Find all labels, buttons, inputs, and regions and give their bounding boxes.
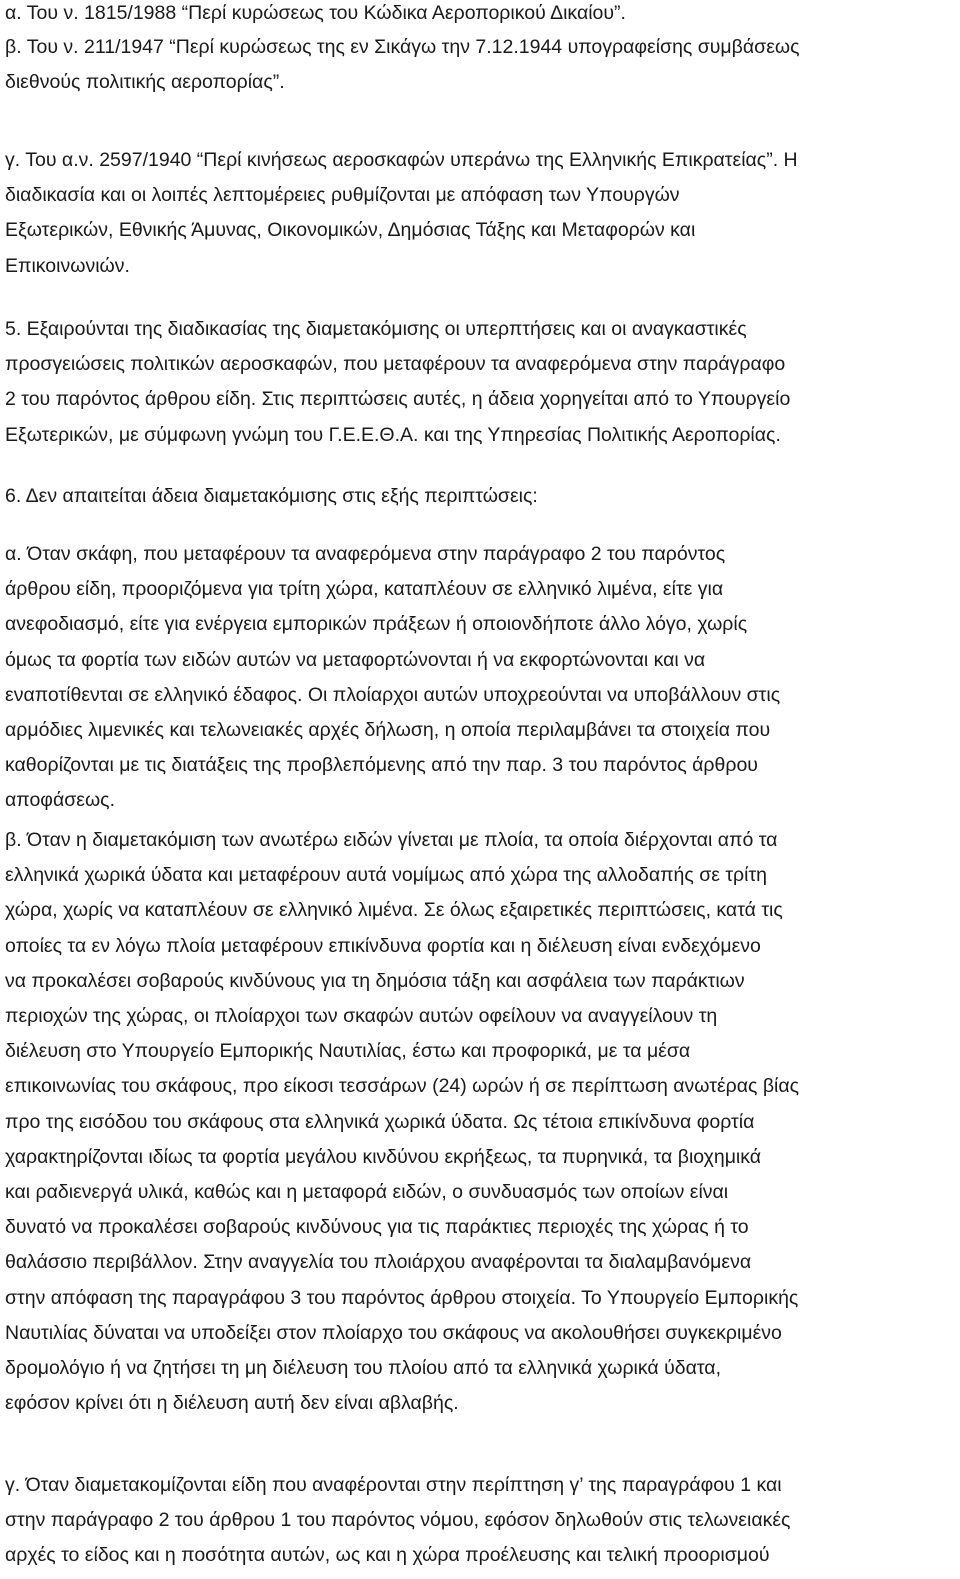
paragraph-case-beta: β. Όταν η διαμετακόμιση των ανωτέρω ειδών γίνεται με πλοία, τα οποία διέρχονται από τα ελληνικά χωρικά ύδατα και μεταφέρουν αυτά νομίμως από χώρα της αλλοδαπής σε τρίτη χώρα, χωρίς να καταπλέουν σε ελληνικό λιμένα. Σε όλως εξαιρετικές περιπτώσεις, κατά τις οποίες τα εν λόγω πλοία μεταφέρουν επικίνδυνα φορτία και η διέλευση είναι ενδεχόμενο να προκαλέσει σοβαρούς κινδύνους για τη δημόσια τάξη και ασφάλεια των παράκτιων περιοχών της χώρας, οι πλοίαρχοι των σκαφών αυτών οφείλουν να αναγγείλουν τη διέλευση στο Υπουργείο Εμπορικής Ναυτιλίας, έστω και προφορικά, με τα μέσα επικοινωνίας του σκάφους, προ είκοσι τεσσάρων (24) ωρών ή σε περίπτωση ανωτέρας βίας προ της εισόδου του σκάφους στα ελληνικά χωρικά ύδατα. Ως τέτοια επικίνδυνα φορτία χαρακτηρίζονται ιδίως τα φορτία μεγάλου κινδύνου εκρήξεως, τα πυρηνικά, τα βιοχημικά και ραδιενεργά υλικά, καθώς και η μεταφορά ειδών, ο συνδυασμός των οποίων είναι δυνατό να προκαλέσει σοβαρούς κινδύνους για τις παράκτιες περιοχές της χώρας ή το θαλάσσιο περιβάλλον. Στην αναγγελία του πλοιάρχου αναφέρονται τα διαλαμβανόμενα στην απόφαση της παραγράφου 3 του παρόντος άρθρου στοιχεία. Το Υπουργείο Εμπορικής Ναυτιλίας δύναται να υποδείξει στον πλοίαρχο του σκάφους να ακολουθήσει συγκεκριμένο δρομολόγιο ή να ζητήσει τη μη διέλευση του πλοίου από τα ελληνικά χωρικά ύδατα, εφόσον κρίνει ότι η διέλευση αυτή δεν είναι αβλαβής.	[5, 829, 800, 1415]
paragraph-case-alpha: α. Όταν σκάφη, που μεταφέρουν τα αναφερόμενα στην παράγραφο 2 του παρόντος άρθρου είδη, προοριζόμενα για τρίτη χώρα, καταπλέουν σε ελληνικό λιμένα, είτε για ανεφοδιασμό, είτε για ενέργεια εμπορικών πράξεων ή οποιονδήποτε άλλο λόγο, χωρίς όμως τα φορτία των ειδών αυτών να μεταφορτώνονται ή να εκφορτώνονται και να εναποτίθενται σε ελληνικό έδαφος. Οι πλοίαρχοι αυτών υποχρεούνται να υποβάλλουν στις αρμόδιες λιμενικές και τελωνειακές αρχές δήλωση, η οποία περιλαμβάνει τα στοιχεία που καθορίζονται με τις διατάξεις της προβλεπόμενης από την παρ. 3 του παρόντος άρθρου αποφάσεως.	[5, 543, 781, 812]
paragraph-alpha-law-1815: α. Του ν. 1815/1988 “Περί κυρώσεως του Κώδικα Αεροπορικού Δικαίου”.	[5, 2, 626, 24]
paragraph-section-5: 5. Εξαιρούνται της διαδικασίας της διαμετακόμισης οι υπερπτήσεις και οι αναγκαστικές προσγειώσεις πολιτικών αεροσκαφών, που μεταφέρουν τα αναφερόμενα στην παράγραφο 2 του παρόντος άρθρου είδη. Στις περιπτώσεις αυτές, η άδεια χορηγείται από το Υπουργείο Εξωτερικών, με σύμφωνη γνώμη του Γ.Ε.Ε.Θ.Α. και της Υπηρεσίας Πολιτικής Αεροπορίας.	[5, 318, 791, 446]
paragraph-case-gamma: γ. Όταν διαμετακομίζονται είδη που αναφέρονται στην περίπτηση γ’ της παραγράφου 1 και στην παράγραφο 2 του άρθρου 1 του παρόντος νόμου, εφόσον δηλωθούν στις τελωνειακές αρχές το είδος και η ποσότητα αυτών, ως και η χώρα προέλευσης και τελική προορισμού	[5, 1474, 791, 1567]
paragraph-section-6: 6. Δεν απαιτείται άδεια διαμετακόμισης στις εξής περιπτώσεις:	[5, 485, 538, 507]
paragraph-beta-law-211: β. Του ν. 211/1947 “Περί κυρώσεως της εν Σικάγω την 7.12.1944 υπογραφείσης συμβάσεως διεθνούς πολιτικής αεροπορίας”.	[5, 36, 800, 94]
paragraph-gamma-law-2597: γ. Του α.ν. 2597/1940 “Περί κινήσεως αεροσκαφών υπεράνω της Ελληνικής Επικρατείας”. Η διαδικασία και οι λοιπές λεπτομέρειες ρυθμίζονται με απόφαση των Υπουργών Εξωτερικών, Εθνικής Άμυνας, Οικονομικών, Δημόσιας Τάξης και Μεταφορών και Επικοινωνιών.	[5, 149, 798, 277]
